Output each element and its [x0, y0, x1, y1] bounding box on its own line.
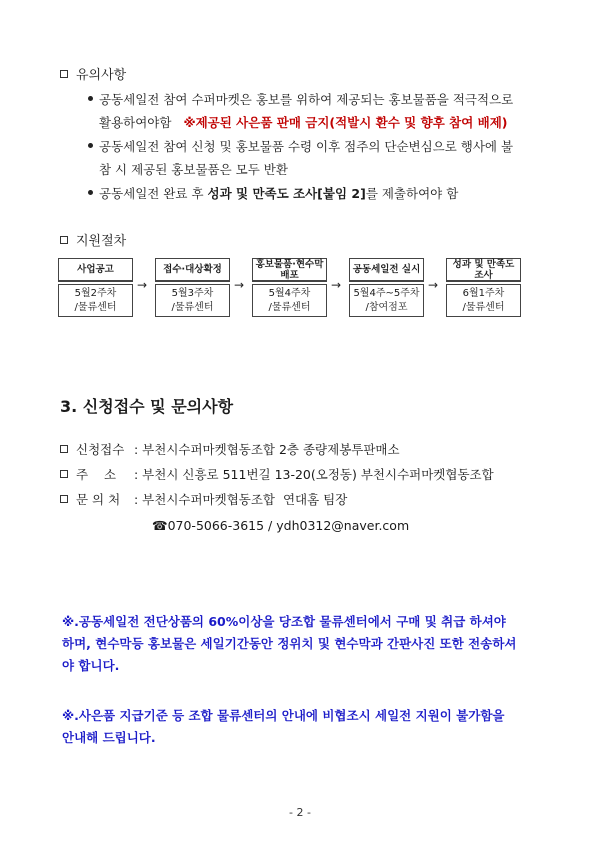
step-4-title: 공동세일전 실시: [349, 258, 424, 282]
precaution-item-1-line2: 활용하여야함 ※제공된 사은품 판매 금지(적발시 환수 및 향후 참여 배제): [99, 115, 508, 130]
bullet-icon: [88, 96, 93, 101]
page-number: - 2 -: [289, 806, 311, 819]
checkbox-square-icon: [60, 470, 68, 478]
checkbox-square-icon: [60, 70, 68, 78]
precaution-item-2-line1: 공동세일전 참여 신청 및 홍보물품 수령 이후 점주의 단순변심으로 행사에 불: [88, 136, 513, 158]
precaution-item-3: 공동세일전 완료 후 성과 및 만족도 조사[붙임 2]를 제출하여야 함: [88, 183, 458, 205]
receipt-row: 신청접수 : 부천시수퍼마켓협동조합 2층 종량제봉투판매소: [60, 438, 400, 462]
bullet-icon: [88, 143, 93, 148]
phone-email: ☎070-5066-3615 / ydh0312@naver.com: [152, 518, 410, 533]
section-3-title: 3. 신청접수 및 문의사항: [60, 397, 234, 416]
step-5-detail: 6월1주차 /물류센터: [446, 284, 521, 317]
precaution-item-1-line1: 공동세일전 참여 수퍼마켓은 홍보를 위하여 제공되는 홍보물품을 적극적으로: [88, 89, 513, 111]
step-3-detail: 5월4주차 /물류센터: [252, 284, 327, 317]
checkbox-square-icon: [60, 236, 68, 244]
notice-1: ※.공동세일전 전단상품의 60%이상을 당조합 물류센터에서 구매 및 취급 하셔야 하며, 현수막등 홍보물은 세일기간동안 정위치 및 현수막과 간판사진 또한 전송하셔 야 합니다.: [62, 614, 517, 673]
step-1-detail: 5월2주차 /물류센터: [58, 284, 133, 317]
step-2-detail: 5월3주차 /물류센터: [155, 284, 230, 317]
arrow-right-icon: →: [137, 278, 148, 292]
step-2-title: 접수·대상확정: [155, 258, 230, 282]
arrow-right-icon: →: [234, 278, 245, 292]
bullet-icon: [88, 190, 93, 195]
warning-text: ※제공된 사은품 판매 금지(적발시 환수 및 향후 참여 배제): [183, 115, 508, 130]
step-4-detail: 5월4주~5주차 /참여점포: [349, 284, 424, 317]
arrow-right-icon: →: [428, 278, 439, 292]
checkbox-square-icon: [60, 495, 68, 503]
checkbox-square-icon: [60, 445, 68, 453]
precaution-item-2-line2: 참 시 제공된 홍보물품은 모두 반환: [99, 162, 288, 177]
precautions-heading: 유의사항: [60, 64, 126, 83]
procedure-heading: 지원절차: [60, 230, 126, 249]
address-row: 주 소 : 부천시 신흥로 511번길 13-20(오정동) 부천시수퍼마켓협동조합: [60, 463, 494, 487]
arrow-right-icon: →: [331, 278, 342, 292]
step-1-title: 사업공고: [58, 258, 133, 282]
notice-2: ※.사은품 지급기준 등 조합 물류센터의 안내에 비협조시 세일전 지원이 불가함을 안내해 드립니다.: [62, 708, 505, 745]
inquiry-row: 문 의 처 : 부천시수퍼마켓협동조합 연대홈 팀장: [60, 488, 347, 512]
step-3-title: 홍보물품·현수막 배포: [252, 258, 327, 282]
step-5-title: 성과 및 만족도 조사: [446, 258, 521, 282]
